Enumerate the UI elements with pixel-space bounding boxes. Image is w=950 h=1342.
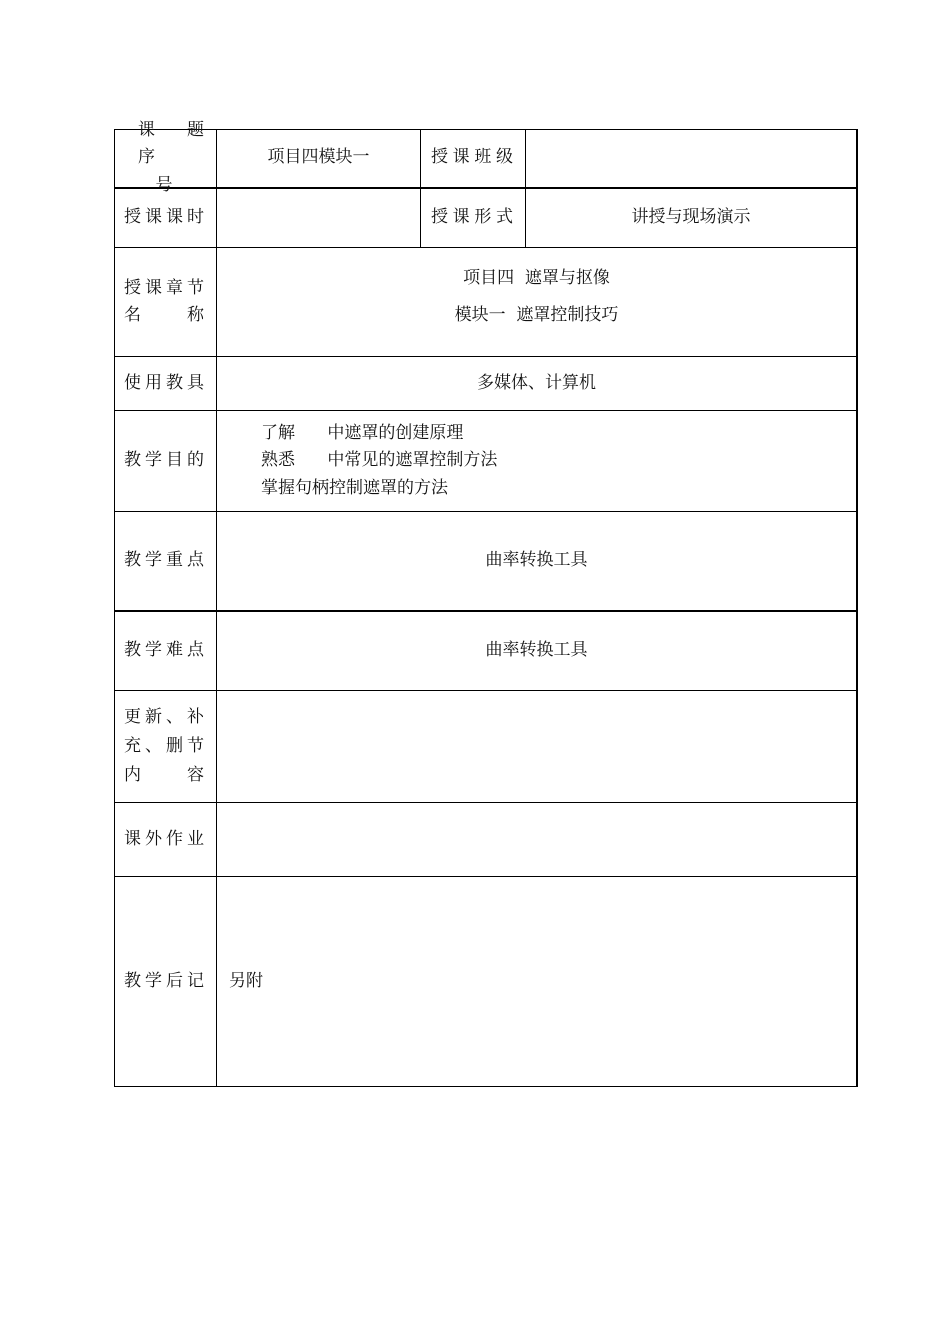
goals-label-text: 教学目的: [124, 450, 208, 471]
chapter-value: [217, 248, 856, 356]
lesson-plan-table: [114, 120, 858, 1087]
updates-label-line3: 内 容: [124, 764, 208, 785]
key-points-value: 曲率转换工具: [485, 550, 588, 571]
chapter-value-line1: 项目四 遮罩与抠像: [463, 268, 610, 288]
topic-number-value: 项目四模块一: [267, 147, 370, 168]
notes-value: [217, 877, 856, 1086]
goals-list: [217, 411, 856, 511]
difficulties-label-text: 教学难点: [124, 640, 208, 661]
topic-number-label: [114, 120, 216, 195]
tools-value: 多媒体、计算机: [477, 372, 596, 393]
notes-label: [114, 877, 216, 1086]
class-label-text: 授课班级: [431, 147, 517, 168]
notes-value-text: 另附: [229, 970, 263, 991]
hours-label-text: 授课课时: [124, 207, 208, 228]
hours-label: [114, 189, 216, 247]
topic-number-label-line1: 课 题 序: [138, 120, 208, 168]
chapter-value-line2: 模块一 遮罩控制技巧: [454, 305, 619, 326]
difficulties-value: 曲率转换工具: [485, 640, 588, 661]
tools-label-text: 使用教具: [124, 372, 208, 393]
form-value: 讲授与现场演示: [631, 207, 751, 228]
updates-value: [217, 691, 856, 802]
notes-label-text: 教学后记: [124, 970, 208, 991]
chapter-label: [114, 248, 216, 356]
homework-label-text: 课外作业: [124, 828, 208, 849]
goal-item-3: 掌握句柄控制遮罩的方法: [261, 477, 448, 498]
key-points-label-text: 教学重点: [124, 550, 208, 571]
tools-label: [114, 357, 216, 410]
hours-value: [217, 189, 420, 247]
table-border-bottom: [114, 1086, 858, 1087]
goal-item-1: 了解 中遮罩的创建原理: [261, 423, 464, 444]
updates-label-line1: 更新、补: [124, 707, 208, 728]
updates-label-line2: 充、删节: [124, 736, 208, 757]
goals-label: [114, 411, 216, 511]
difficulties-label: [114, 612, 216, 690]
topic-number-label-line2: 号: [155, 174, 177, 195]
updates-label: [114, 691, 216, 802]
table-border-right: [856, 129, 858, 1087]
chapter-label-line1: 授课章节: [124, 277, 208, 298]
chapter-label-line2: 名 称: [124, 305, 208, 325]
key-points-label: [114, 512, 216, 610]
homework-value: [217, 803, 856, 876]
goal-item-2: 熟悉 中常见的遮罩控制方法: [261, 450, 498, 471]
form-label-text: 授课形式: [431, 207, 517, 228]
homework-label: [114, 803, 216, 876]
class-label: [421, 129, 525, 187]
form-label: [421, 189, 525, 247]
class-value: [526, 129, 856, 187]
